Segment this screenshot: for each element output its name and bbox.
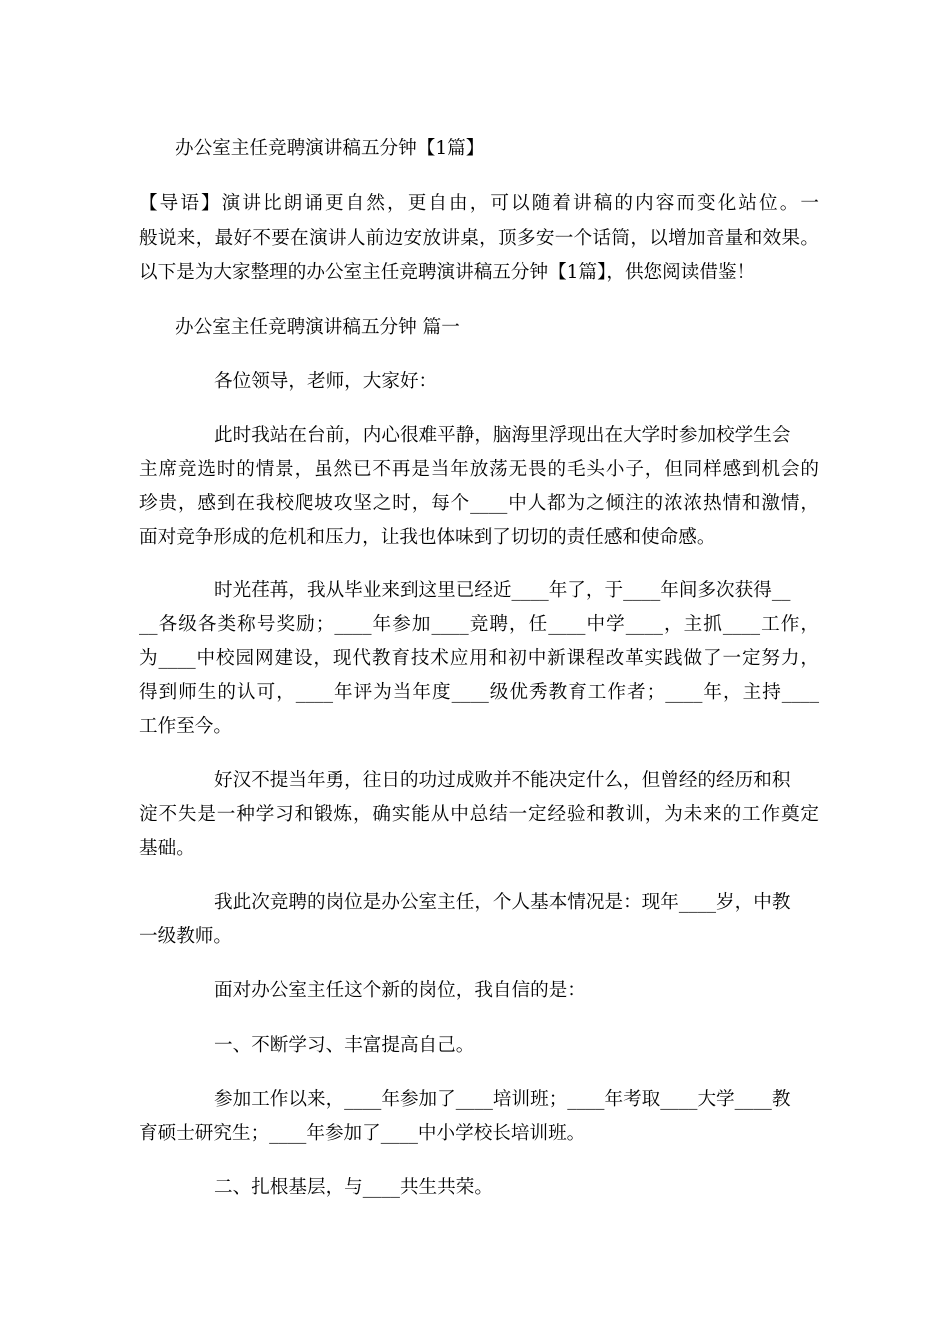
paragraph-1-line-1: 此时我站在台前，内心很难平静，脑海里浮现出在大学时参加校学生会 — [214, 425, 791, 446]
paragraph-3-line-2: 淀不失是一种学习和锻炼，确实能从中总结一定经验和教训，为未来的工作奠定 — [139, 804, 819, 825]
paragraph-4-line-2: 一级教师。 — [139, 926, 232, 947]
paragraph-5: 面对办公室主任这个新的岗位，我自信的是： — [214, 980, 586, 1001]
paragraph-6-line-2: 育硕士研究生；____年参加了____中小学校长培训班。 — [139, 1123, 586, 1144]
paragraph-2-line-2: __各级各类称号奖励；____年参加____竞聘，任____中学____，主抓____工作， — [139, 614, 819, 635]
paragraph-2-line-3: 为____中校园网建设，现代教育技术应用和初中新课程改革实践做了一定努力， — [139, 648, 819, 669]
paragraph-4-line-1: 我此次竞聘的岗位是办公室主任，个人基本情况是：现年____岁，中教 — [214, 892, 791, 913]
paragraph-1-line-3: 珍贵，感到在我校爬坡攻坚之时，每个____中人都为之倾注的浓浓热情和激情， — [139, 493, 819, 514]
section-heading: 办公室主任竞聘演讲稿五分钟 篇一 — [175, 317, 460, 338]
intro-line-2: 般说来，最好不要在演讲人前边安放讲桌，顶多安一个话筒，以增加音量和效果。 — [139, 228, 819, 249]
paragraph-1-line-2: 主席竞选时的情景，虽然已不再是当年放荡无畏的毛头小子，但同样感到机会的 — [139, 459, 819, 480]
greeting: 各位领导，老师，大家好： — [214, 371, 438, 392]
paragraph-3-line-1: 好汉不提当年勇，往日的功过成败并不能决定什么，但曾经的经历和积 — [214, 770, 791, 791]
point-1-heading: 一、不断学习、丰富提高自己。 — [214, 1035, 475, 1056]
intro-line-3: 以下是为大家整理的办公室主任竞聘演讲稿五分钟【1篇】，供您阅读借鉴！ — [139, 262, 756, 283]
paragraph-6-line-1: 参加工作以来，____年参加了____培训班；____年考取____大学____教 — [214, 1089, 791, 1110]
paragraph-2-line-4: 得到师生的认可，____年评为当年度____级优秀教育工作者；____年，主持____ — [139, 682, 819, 703]
paragraph-3-line-3: 基础。 — [139, 838, 195, 859]
document-title: 办公室主任竞聘演讲稿五分钟【1篇】 — [175, 138, 485, 159]
intro-line-1: 【导语】演讲比朗诵更自然，更自由，可以随着讲稿的内容而变化站位。一 — [139, 193, 819, 214]
paragraph-2-line-5: 工作至今。 — [139, 716, 232, 737]
paragraph-1-line-4: 面对竞争形成的危机和压力，让我也体味到了切切的责任感和使命感。 — [139, 527, 716, 548]
paragraph-2-line-1: 时光荏苒，我从毕业来到这里已经近____年了，于____年间多次获得__ — [214, 580, 791, 601]
point-2-heading: 二、扎根基层，与____共生共荣。 — [214, 1177, 493, 1198]
